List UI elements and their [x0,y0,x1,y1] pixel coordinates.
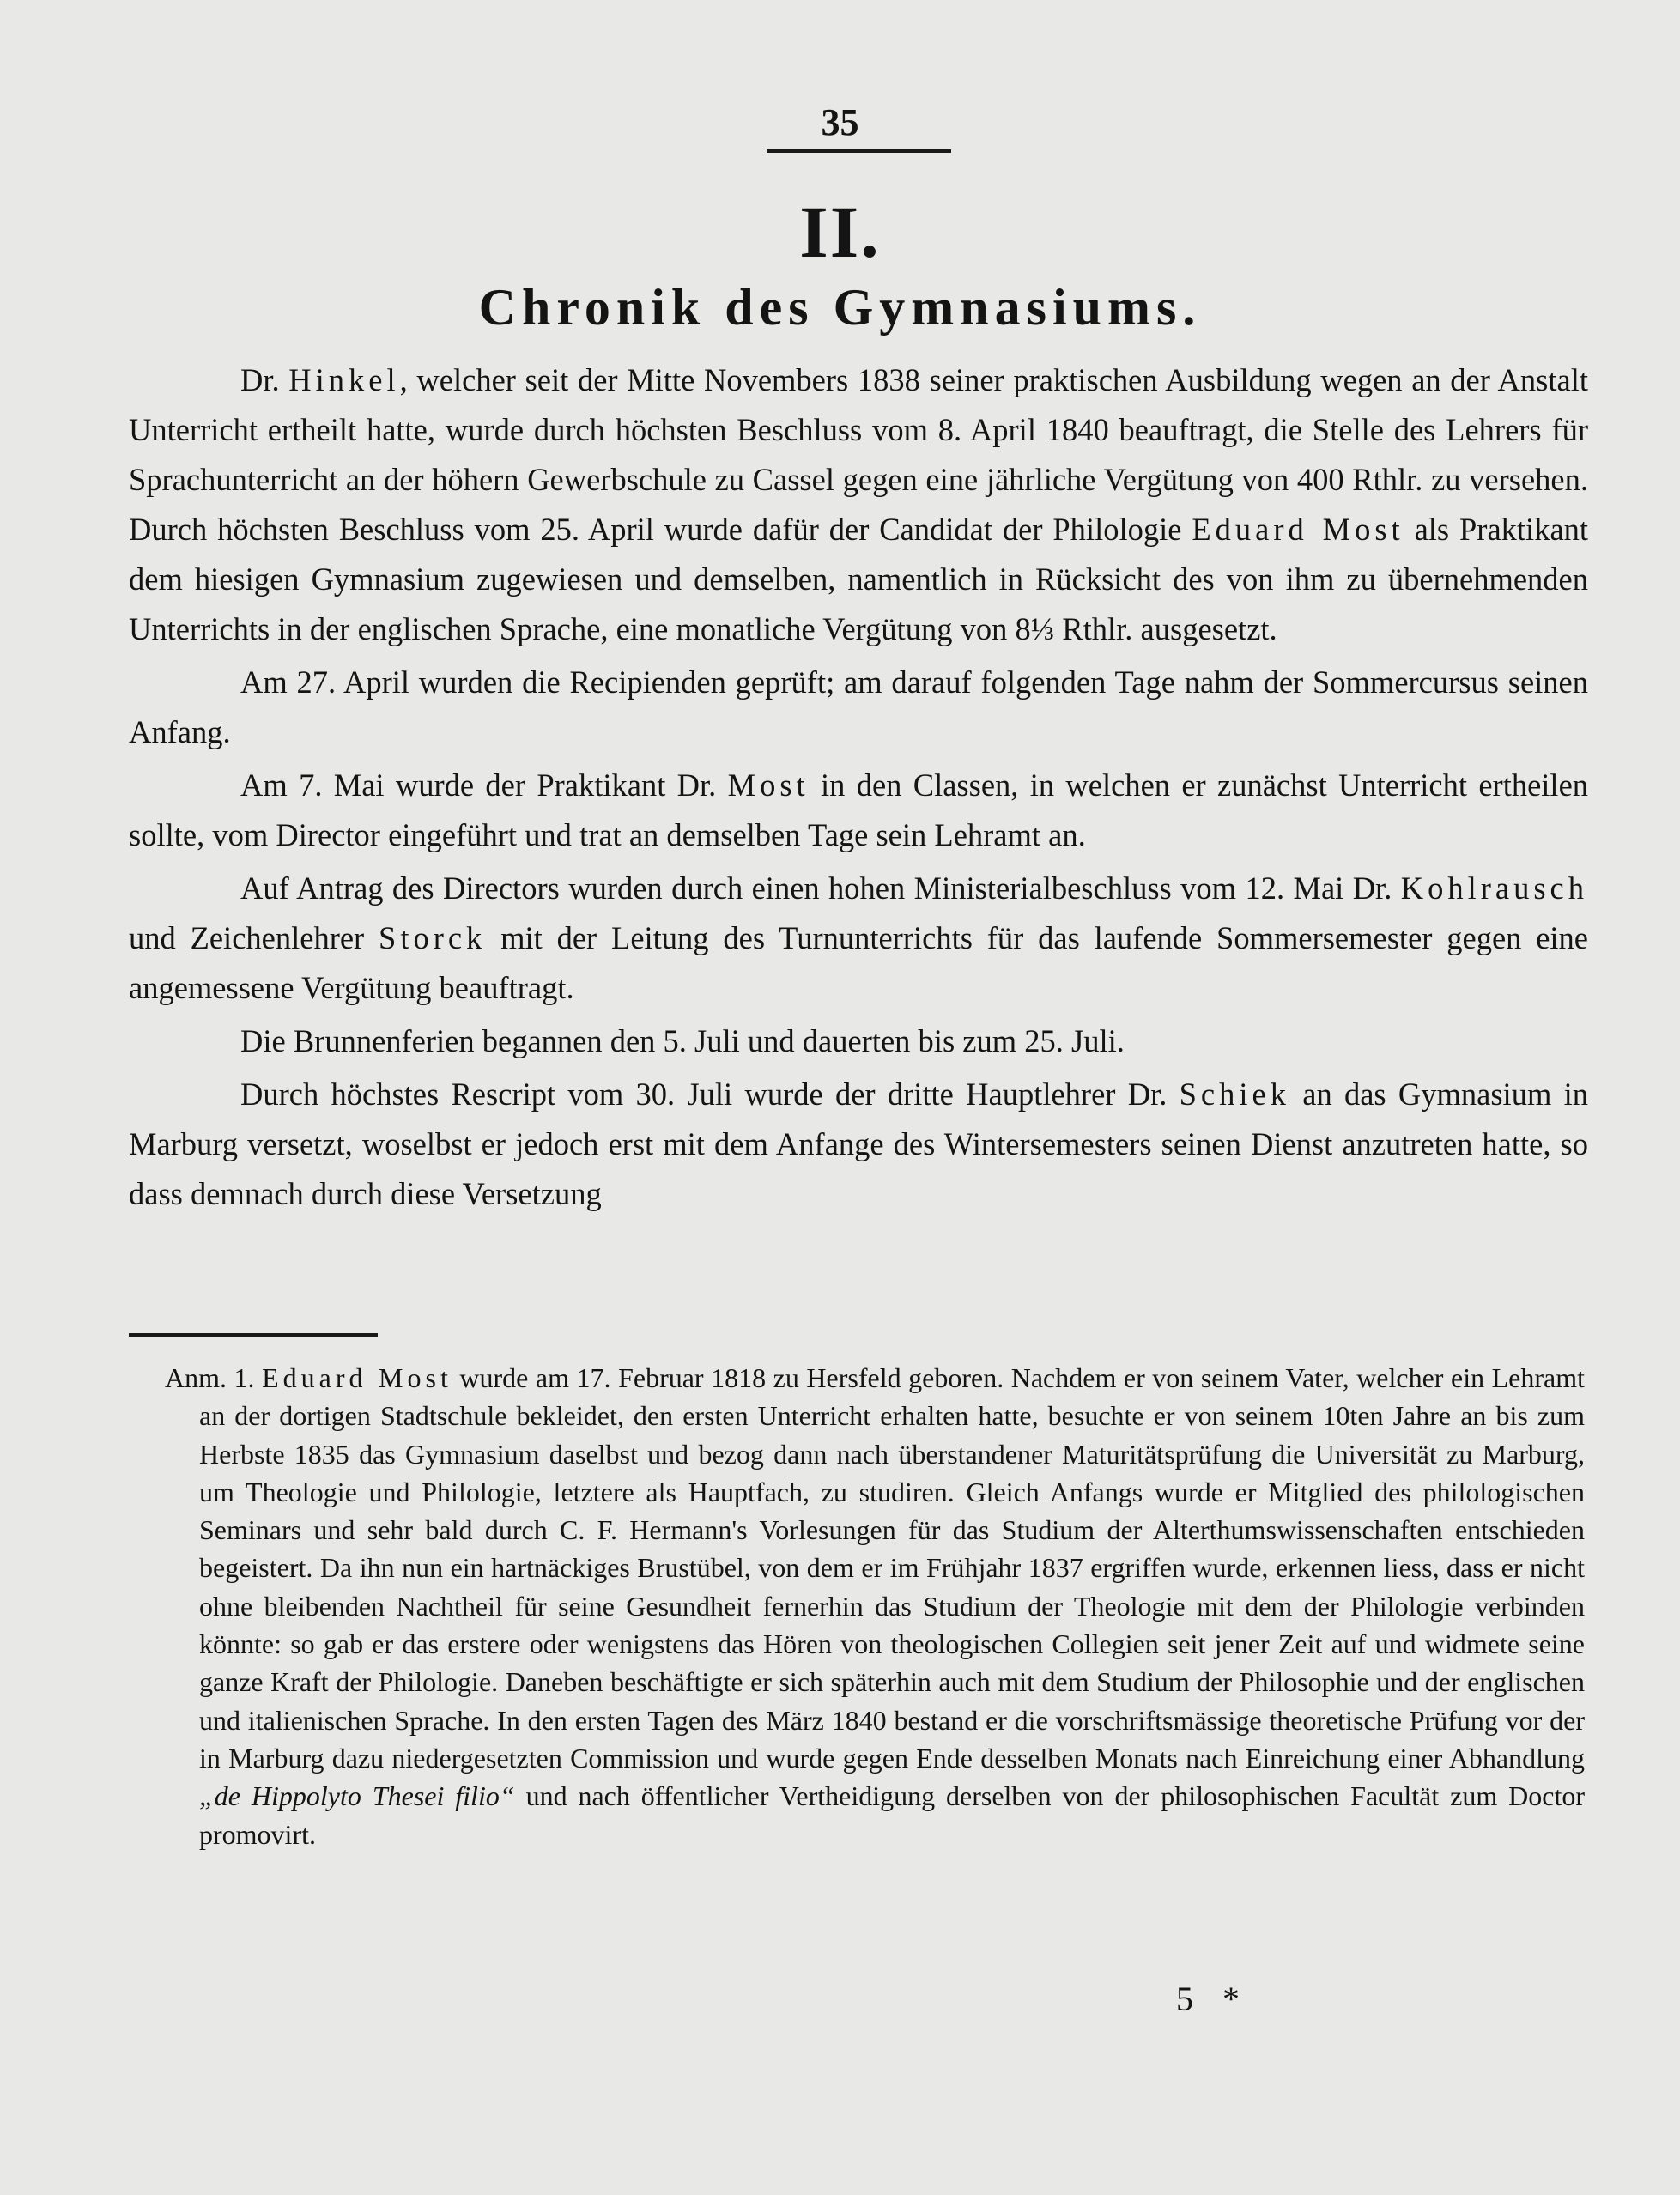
paragraph-6-part-b: an das Gymnasium in Marburg versetzt, woselbst er jedoch erst mit dem Anfange des Wintersemesters seinen Dienst anzutreten hatte, so dass demnach durch diese Versetzung [129,1076,1589,1211]
paragraph-4 [129,864,1588,1013]
footnote-dissertation-title: „de Hippolyto Thesei filio“ [199,1780,515,1812]
person-name-storck: Storck [379,920,487,955]
paragraph-1-part-a: Dr. [240,362,280,397]
person-name-most: Most [727,767,810,803]
footnote-person-name: Eduard Most [262,1362,452,1393]
person-name-eduard-most: Eduard Most [1192,512,1404,547]
paragraph-5: Die Brunnenferien begannen den 5. Juli und dauerten bis zum 25. Juli. [240,1023,1125,1058]
main-text [129,355,1588,1219]
paragraph-3-part-a: Am 7. Mai wurde der Praktikant Dr. [240,767,717,803]
paragraph-1-part-b: , welcher seit der Mitte Novembers 1838 seiner praktischen Ausbildung wegen an der Anstalt Unterricht ertheilt hatte, wurde durch höchsten Beschluss vom 8. April 1840 beauftragt, die Stelle des Lehrers für Sprachunterricht an der höhern Gewerbschule zu Cassel gegen eine jährliche Vergütung von 400 Rthlr. zu versehen. Durch höchsten Beschluss vom 25. April wurde dafür der Candidat der Philologie [129,362,1588,547]
paragraph-3 [129,761,1588,860]
signature-mark: 5 * [1176,1980,1250,2018]
paragraph-2: Am 27. April wurden die Recipienden geprüft; am darauf folgenden Tage nahm der Sommercursus seinen Anfang. [129,664,1588,749]
footnote-part-b: und nach öffentlicher Vertheidigung derselben von der philosophischen Facultät zum Doctor promovirt. [199,1780,1586,1850]
person-name-kohlrausch: Kohlrausch [1400,870,1589,906]
paragraph-4-part-a: Auf Antrag des Directors wurden durch einen hohen Ministerialbeschluss vom 12. Mai Dr. [240,870,1392,906]
paragraph-6-part-a: Durch höchstes Rescript vom 30. Juli wurde der dritte Hauptlehrer Dr. [240,1076,1168,1112]
section-title: Chronik des Gymnasiums. [478,279,1202,336]
paragraph-3-part-b: in den Classen, in welchen er zunächst Unterricht ertheilen sollte, vom Director eingeführt und trat an demselben Tage sein Lehramt an. [129,767,1589,852]
paragraph-4-part-c: mit der Leitung des Turnunterrichts für das laufende Sommersemester gegen eine angemessene Vergütung beauftragt. [129,920,1588,1005]
footnote-label: Anm. 1. [165,1362,255,1393]
paragraph-1-part-c: als Praktikant dem hiesigen Gymnasium zugewiesen und demselben, namentlich in Rücksicht des von ihm zu übernehmenden Unterrichts in der englischen Sprache, eine monatliche Vergütung von 8⅓ Rthlr. ausgesetzt. [129,512,1589,646]
paragraph-6 [129,1070,1588,1219]
paragraph-4-part-b: und Zeichenlehrer [129,920,365,955]
footnote-rule [129,1333,378,1337]
header-rule [767,149,951,153]
footnote-part-a: wurde am 17. Februar 1818 zu Hersfeld geboren. Nachdem er von seinem Vater, welcher ein Lehramt an der dortigen Stadtschule bekleidet, den ersten Unterricht erhalten hatte, besuchte er von seinem 10ten Jahre an bis zum Herbste 1835 das Gymnasium daselbst und bezog dann nach überstandener Maturitätsprüfung die Universität zu Marburg, um Theologie und Philologie, letztere als Hauptfach, zu studiren. Gleich Anfangs wurde er Mitglied des philologischen Seminars und sehr bald durch C. F. Hermann's Vorlesungen für das Studium der Alterthumswissenschaften entschieden begeistert. Da ihn nun ein hartnäckiges Brustübel, von dem er im Frühjahr 1837 ergriffen wurde, erkennen liess, dass er nicht ohne bleibenden Nachtheil für seine Gesundheit fernerhin das Studium der Theologie mit dem der Philologie verbinden könnte: so gab er das erstere oder wenigstens das Hören von theologischen Collegien seit jener Zeit auf und widmete seine ganze Kraft der Philologie. Daneben beschäftigte er sich späterhin auch mit dem Studium der Philosophie und der englischen und italienischen Sprache. In den ersten Tagen des März 1840 bestand er die vorschriftsmässige theoretische Prüfung vor der in Marburg dazu niedergesetzten Commission und wurde gegen Ende desselben Monats nach Einreichung einer Abhandlung [199,1362,1586,1774]
person-name-hinkel: Hinkel [288,362,400,397]
footnote [165,1359,1586,1853]
page-number: 35 [821,101,859,143]
section-numeral: II. [799,191,881,273]
paragraph-1 [129,355,1588,654]
person-name-schiek: Schiek [1179,1076,1290,1112]
